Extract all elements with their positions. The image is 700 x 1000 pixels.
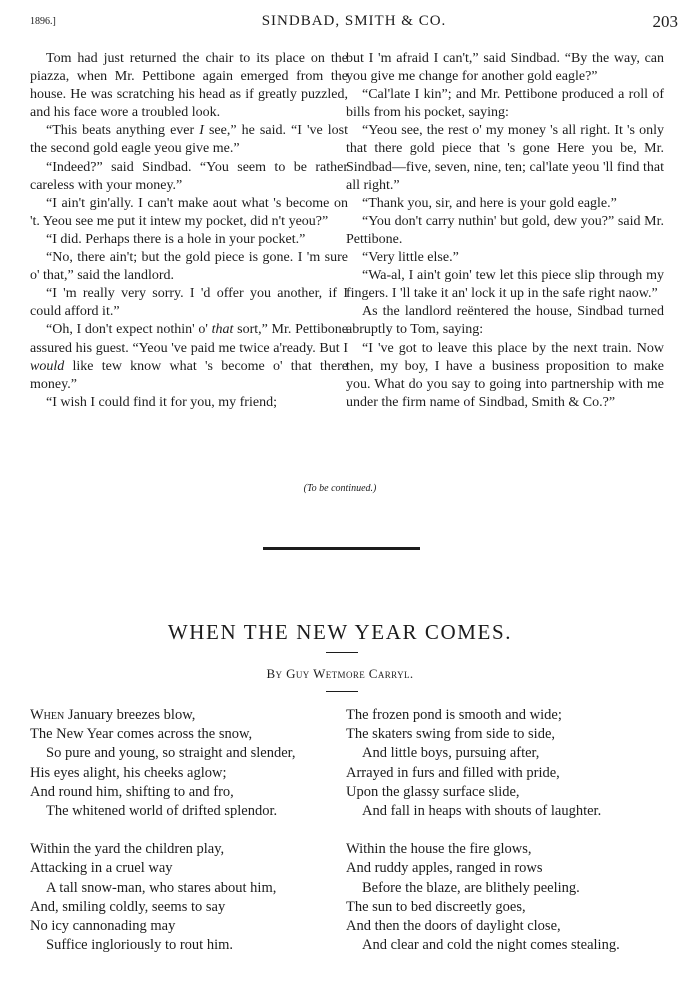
paragraph: but I 'm afraid I can't,” said Sindbad. “By the way, can you give me change for another gold eagle?” bbox=[346, 51, 664, 85]
continued-note: (To be continued.) bbox=[303, 483, 377, 494]
page-number: 203 bbox=[652, 12, 678, 31]
paragraph: Tom had just returned the chair to its place on the piazza, when Mr. Pettibone again emerged from the house. He was scratching his head as if greatly puzzled, and his face wore a troubled look. bbox=[30, 51, 348, 121]
poem-line: Within the house the fire glows, bbox=[346, 841, 532, 858]
poem-byline: By Guy Wetmore Carryl. bbox=[266, 666, 414, 681]
paragraph: “I wish I could find it for you, my friend; bbox=[46, 394, 277, 410]
paragraph: “Very little else.” bbox=[362, 250, 459, 266]
poem-left-column bbox=[30, 706, 350, 974]
poem-line: The frozen pond is smooth and wide; bbox=[346, 707, 562, 723]
stanza bbox=[346, 840, 666, 955]
poem-line: When January breezes blow, bbox=[30, 707, 196, 723]
poem-line: And, smiling coldly, seems to say bbox=[30, 898, 226, 915]
paragraph: “This beats anything ever I see,” he said. “I 've lost the second gold eagle yeou give me.” bbox=[30, 123, 349, 157]
paragraph: “Thank you, sir, and here is your gold eagle.” bbox=[362, 195, 617, 211]
poem-line: The New Year comes across the snow, bbox=[30, 726, 253, 743]
poem-line: No icy cannonading may bbox=[30, 918, 176, 935]
poem-line: And little boys, pursuing after, bbox=[362, 745, 540, 762]
poem-line: The sun to bed discreetly goes, bbox=[346, 898, 526, 915]
running-title: SINDBAD, SMITH & CO. bbox=[261, 13, 447, 29]
section-divider bbox=[263, 547, 420, 550]
paragraph: “You don't carry nuthin' but gold, dew you?” said Mr. Pettibone. bbox=[346, 213, 664, 247]
poem-line: And then the doors of daylight close, bbox=[346, 918, 561, 935]
page-header bbox=[30, 12, 678, 34]
poem-line: Upon the glassy surface slide, bbox=[346, 783, 520, 800]
paragraph: “I ain't gin'ally. I can't make aout what 's become on 't. Yeou see me put it intew my pocket, did n't yeou?” bbox=[30, 195, 348, 229]
byline-rule bbox=[326, 691, 358, 692]
story-right-column bbox=[346, 50, 664, 412]
paragraph: “Cal'late I kin”; and Mr. Pettibone produced a roll of bills from his pocket, saying: bbox=[346, 87, 664, 121]
story-left-column bbox=[30, 50, 348, 412]
poem-right-column bbox=[346, 706, 666, 974]
paragraph: “Wa-al, I ain't goin' tew let this piece slip through my fingers. I 'll take it an' lock it up in the safe right naow.” bbox=[346, 268, 664, 302]
paragraph: “I 've got to leave this place by the next train. Now then, my boy, I have a business proposition to make you. What do you say to going into partnership with me under the firm name of Sindbad, Smith & Co.?” bbox=[346, 340, 664, 410]
header-year: 1896.] bbox=[30, 16, 56, 27]
stanza bbox=[346, 706, 666, 821]
poem-line: Attacking in a cruel way bbox=[30, 860, 173, 877]
poem-line: Arrayed in furs and filled with pride, bbox=[346, 764, 560, 781]
paragraph: “No, there ain't; but the gold piece is gone. I 'm sure o' that,” said the landlord. bbox=[30, 250, 348, 284]
poem-line: His eyes alight, his cheeks aglow; bbox=[30, 764, 227, 781]
poem-line: The skaters swing from side to side, bbox=[346, 726, 556, 743]
paragraph: “Oh, I don't expect nothin' o' that sort,” Mr. Pettibone assured his guest. “Yeou 've paid me twice a'ready. But I would like tew know what 's become o' that there money.” bbox=[30, 322, 348, 392]
poem-title: WHEN THE NEW YEAR COMES. bbox=[167, 620, 513, 644]
paragraph: “I did. Perhaps there is a hole in your pocket.” bbox=[46, 231, 306, 247]
paragraph: “Indeed?” said Sindbad. “You seem to be rather careless with your money.” bbox=[30, 159, 348, 193]
poem-line: And clear and cold the night comes stealing. bbox=[362, 937, 620, 954]
poem-line: So pure and young, so straight and slender, bbox=[46, 745, 296, 762]
poem-line: And round him, shifting to and fro, bbox=[30, 783, 234, 800]
poem-line: The whitened world of drifted splendor. bbox=[46, 803, 278, 820]
poem-line: Suffice ingloriously to rout him. bbox=[46, 937, 234, 954]
paragraph: “Yeou see, the rest o' my money 's all right. It 's only that there gold piece that 's gone Here you be, Mr. Sindbad—five, seven, nine, ten; cal'late yeou 'll find that all right.” bbox=[346, 123, 664, 193]
poem-line: And ruddy apples, ranged in rows bbox=[346, 860, 543, 877]
stanza bbox=[30, 840, 350, 955]
poem-line: And fall in heaps with shouts of laughter. bbox=[362, 803, 602, 820]
paragraph: “I 'm really very sorry. I 'd offer you another, if I could afford it.” bbox=[30, 286, 348, 320]
poem-line: Before the blaze, are blithely peeling. bbox=[362, 879, 580, 896]
poem-line: A tall snow-man, who stares about him, bbox=[46, 879, 277, 896]
paragraph: As the landlord reëntered the house, Sindbad turned abruptly to Tom, saying: bbox=[346, 304, 664, 338]
stanza bbox=[30, 706, 350, 821]
title-rule bbox=[326, 652, 358, 653]
poem-line: Within the yard the children play, bbox=[30, 841, 225, 858]
first-word: When bbox=[30, 707, 65, 723]
